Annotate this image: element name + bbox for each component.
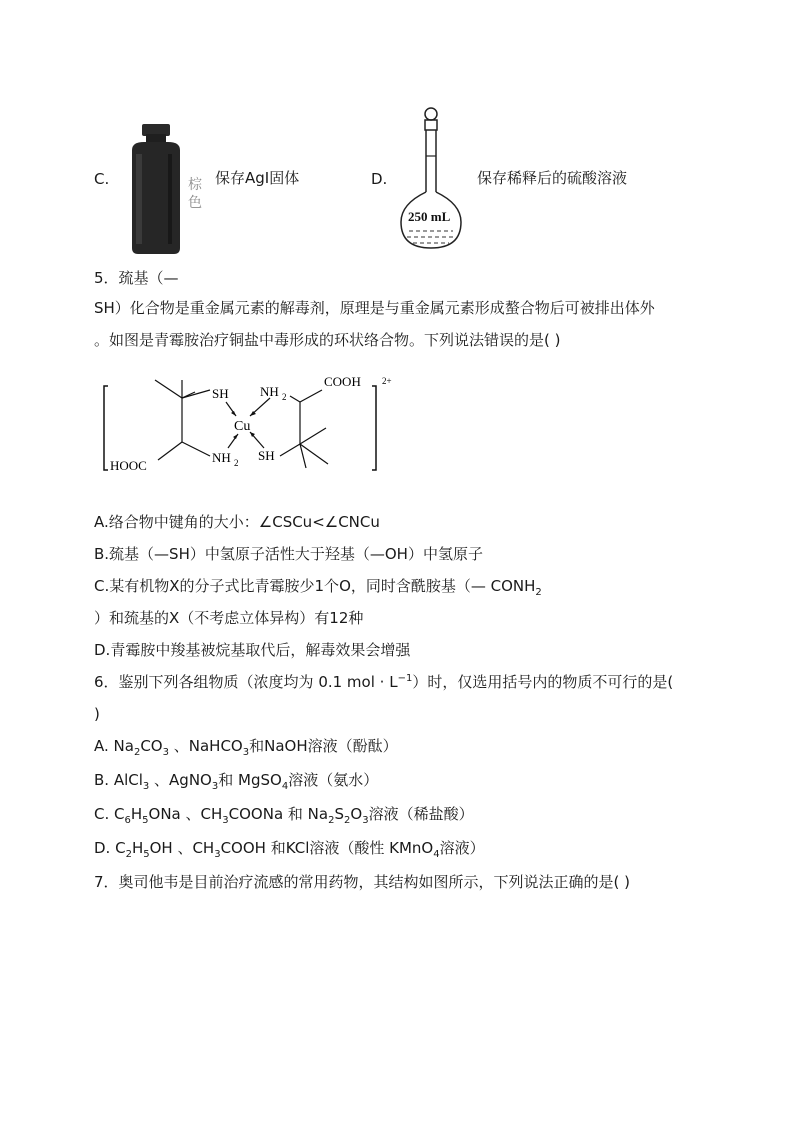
copper-complex-structure [100, 368, 410, 476]
q5-option-d: D.青霉胺中羧基被烷基取代后，解毒效果会增强 [94, 641, 411, 659]
hooc-label: HOOC [110, 458, 147, 473]
bottle-color-label: 棕 色 [188, 177, 202, 211]
q6-stem-line1: 6．鉴别下列各组物质（浓度均为 0.1 mol · $L^{-1}$）时，仅选用括号内的物质不可行的是( [94, 673, 674, 691]
option-d-label: D. [371, 170, 388, 188]
sh-label-top: SH [212, 386, 229, 401]
q5-stem-line1: 5．巯基（— [94, 269, 179, 287]
q7-stem-line1: 7．奥司他韦是目前治疗流感的常用药物，其结构如图所示，下列说法正确的是( ) [94, 873, 631, 891]
q5-option-c-line1: C.某有机物X的分子式比青霉胺少1个O，同时含酰胺基（— $CONH_2$ [94, 577, 542, 598]
nh2-top-subscript: 2 [282, 392, 287, 402]
charge-label: 2+ [382, 376, 392, 386]
q6-option-d: D. $C_2H_5OH$ 、$CH_3COOH$ 和KCl溶液（酸性 KMnO$_4$溶液） [94, 839, 485, 860]
nh2-label-top: NH [260, 384, 279, 399]
q6-stem-line2: ) [94, 705, 100, 723]
nh2-label-bottom: NH [212, 450, 231, 465]
q5-option-c-line2: ）和巯基的X（不考虑立体异构）有12种 [94, 609, 364, 627]
q5-stem-line3: 。如图是青霉胺治疗铜盐中毒形成的环状络合物。下列说法错误的是( ) [94, 331, 561, 349]
q5-stem-line2: SH）化合物是重金属元素的解毒剂，原理是与重金属元素形成螯合物后可被排出体外 [94, 299, 655, 317]
option-d-text: 保存稀释后的硫酸溶液 [477, 169, 628, 187]
sh-label-bottom: SH [258, 448, 275, 463]
volumetric-flask-image [395, 104, 477, 252]
q6-option-a: A. $Na_2CO_3$ 、NaHCO$_3$和NaOH溶液（酚酞） [94, 737, 398, 758]
cu-label: Cu [234, 419, 251, 434]
q5-option-b: B.巯基（—SH）中氢原子活性大于羟基（—OH）中氢原子 [94, 545, 483, 563]
option-c-text: 保存AgI固体 [215, 169, 300, 187]
flask-volume-label: 250 mL [408, 209, 451, 224]
q6-option-c: C. $C_6H_5ONa$ 、$CH_3COONa$ 和 $Na_2S_2O_3$溶液（稀盐酸） [94, 805, 474, 826]
option-c-label: C. [94, 170, 110, 188]
cooh-label: COOH [324, 374, 361, 389]
q5-option-a: A.络合物中键角的大小：∠CSCu<∠CNCu [94, 513, 380, 531]
q6-option-b: B. AlCl$_3$ 、AgNO$_3$和 MgSO$_4$溶液（氨水） [94, 771, 379, 792]
nh2-bottom-subscript: 2 [234, 458, 239, 468]
